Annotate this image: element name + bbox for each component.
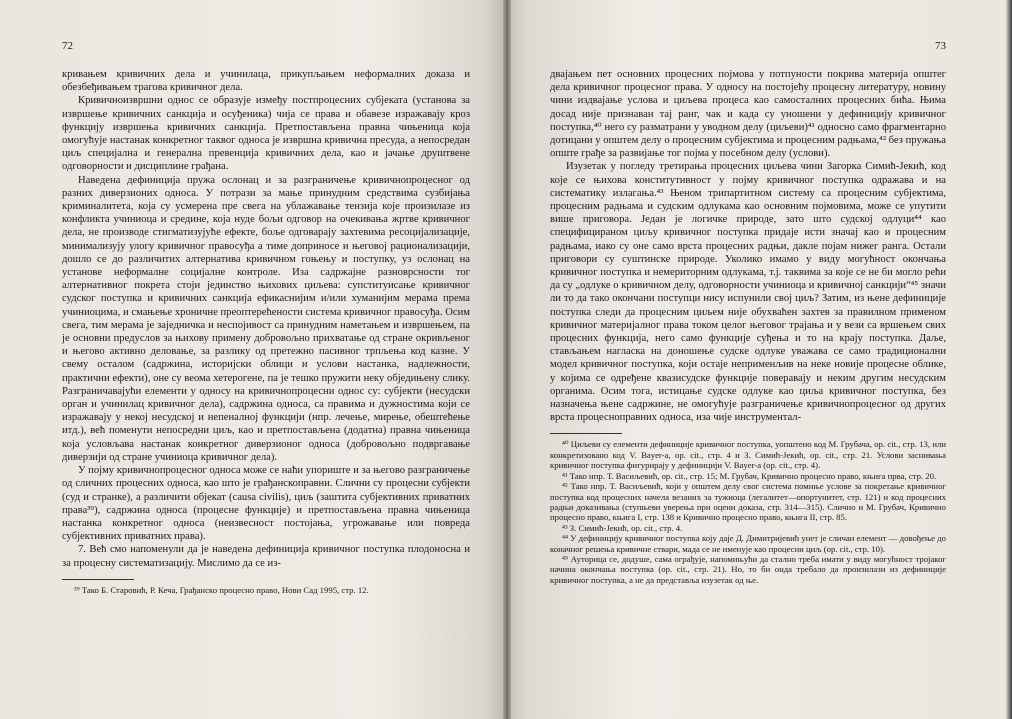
paragraph: Наведена дефиниција пружа ослонац и за разграничење кривичнопроцесног од разних диверзионих односа. У потрази за мање принудним средствима сузбијања криминалитета, која су усмерена пре свега на ублажавање тензија које произилазе из конфликта учиниоца и средине, која нуде бољи одговор на очекивања жртве кривичног дела, не производе стигматизујуће ефекте, боље одговарају захтевима ресоцијализације, минимализују улогу кривичног правосуђа а тиме доприносе и његовој рационализацији, дошло се до различитих алтернатива кривичном гоњењу и поступку, уз ослонац на установе неформалне социјалне контроле. Иза садржајне разноврсности тог алтернативног покрета стоји јединство њихових циљева: супституисање кривичног судског поступка и кривичних санкција ефикаснијим и/или хуманијим мерама према учиниоцима, и смањење хроничне преоптерећености система кривичног правосуђа. Осим свега, тим мерама је заједничка и неспојивост са принудним наметањем и извршењем, па је основни предуслов за њихову примену добровољно прихватање од стране окривљеног и његово активно деловање, за разлику од претежно пасивног трпљења код казне. У свему осталом (садржина, историјски облици и услови настанка, надлежности, практични ефекти), оне су веома хетерогене, па је тешко пружити неку обједињену слику. Разграничавајући елементи у односу на кривичнопроцесни однос су: субјекти (несудски орган и учинилац кривичног дела), садржина односа, са правима и дужностима који се изражавају у некој несудској и непеналној функцији (нпр. лечење, мирење, обештећење итд.), већ поменути непосредни циљ, као и претпостављена (додатна) правна чињеница која условљава настанак конкретног диверзионог односа (добровољно подвргавање диверзији од стране учиниоца кривичног дела). xyxy=(62,174,470,463)
left-body-text xyxy=(62,68,470,570)
footnote: ⁴² Тако нпр. Т. Васиљевић, који у општем делу свог система помиње услове за покретање кривичног поступка код процесних начела везаних за тужиоца (легалитет—опортунитет, стр. 121) и код процесних радњи доказивања (ступњеви уверења при оцени доказа, стр. 314—315). Слично и М. Грубач, Кривично процесно право, књига I, стр. 138 и Кривично процесно право, књига II, стр. 85. xyxy=(550,481,946,523)
paragraph: кривањем кривичних дела и учинилаца, прикупљањем неформалних доказа и обезбеђивањем трагова кривичног дела. xyxy=(62,69,470,94)
book-gutter xyxy=(503,0,511,719)
paragraph: У појму кривичнопроцесног односа може се наћи упориште и за његово разграничење од сличних процесних односа, као што је грађанскоправни. Слични су процесни субјекти (суд и странке), а различити објекат (causa civilis), циљ (заштита субјективних приватних права³⁹), садржина односа (процесне функције) и претпостављена правна чињеница настанка конкретног односа (неизвесност постојања, угрожавање или повреда субјективних приватних права). xyxy=(62,465,470,543)
footnote: ⁴³ З. Симић-Јекић, op. cit., стр. 4. xyxy=(562,522,683,533)
paragraph: Изузетак у погледу третирања процесних циљева чини Загорка Симић-Јекић, код које се њихова конститутивност у појму кривичног поступка одражава и на систематику излагања.⁴³ Њеном трипартитном систему са процесним субјектима, процесним радњама и судским одлукама као основним појмовима, може се упутити више приговора. Један је логичке природе, зато што судској одлуци⁴⁴ као специфицираном циљу кривичног поступка придаје исти значај као и процесним радњама, иако су оне само врста процесних радњи, дакле појам нижег ранга. Остали приговори су суштинске природе. Уколико имамо у виду могућност окончања кривичног поступка и немериторним одлукама, т.ј. таквима за које се не би могло рећи да су „одлуке о кривичном делу, одговорности учиниоца и кривичној санкцији“⁴⁵ значи ли то да тако окончани поступци нису испунили свој циљ? Затим, из њене дефиниције поступка следи да процесним циљем није обухваћен захтев за правилном применом кривичног материјалног права током целог његовог трајања и у вези са вршењем свих процесних функција, него само функције суђења и то на крају поступка. Даље, стављањем нагласка на доношење судске одлуке уважава се само традиционални модел кривичног поступка, који остаје неприменљив на неке новије процесне облике, у којима се одређене квазисудске функције поверавају и неким другим несудским органима. Осим тога, истицање судске одлуке као циља кривичног поступка, без назначења њене садржине, не омогућује разграничење кривичнопроцесног од других врста процесноправних односа, иза чије инструментал- xyxy=(550,161,946,424)
paragraph: 7. Већ смо напоменули да је наведена дефиниција кривичног поступка плодоносна и за процесну систематизацију. Мислимо да се из- xyxy=(62,544,470,569)
page-edge-shadow xyxy=(1006,0,1012,719)
footnote: ⁴⁰ Циљеви су елементи дефиниције кривичног поступка, уопштено код М. Грубача, op. cit., стр. 13, или конкретизовано код V. Bayer-a, op. cit., стр. 4 и З. Симић-Јекић, op. cit., стр. 21. Услови заснивања кривичног поступка фигурирају у дефиницији V. Bayer-a (op. cit., стр. 4). xyxy=(550,439,946,471)
paragraph: Кривичноизвршни однос се образује између постпроцесних субјеката (установа за извршење кривичних санкција и осуђеника) чија се права и обавезе изражавају кроз функцију извршења кривичних санкција. Претпостављена правна чињеница која омогућује настанак конкретног таквог односа је извршна кривична пресуда, а непосредан циљ специјална и генерална превенција кривичних дела, као и јачање друштвене одговорности и дисциплине грађана. xyxy=(62,95,470,173)
footnote: ³⁹ Тако Б. Старовић, Р. Кеча, Грађанско процесно право, Нови Сад 1995, стр. 12. xyxy=(74,584,369,595)
footnote-rule xyxy=(62,579,134,580)
footnote: ⁴⁴ У дефиницију кривичног поступка коју даје Д. Димитријевић унет је сличан елемент — довођење до коначног решења кривичне ствари, мада се не именује као процесни циљ (op. cit., стр. 10). xyxy=(550,533,946,554)
right-footnotes xyxy=(550,439,946,585)
footnote-rule xyxy=(550,433,622,434)
page-number-left: 72 xyxy=(62,40,73,52)
page-number-right: 73 xyxy=(935,40,946,52)
left-footnotes xyxy=(62,585,470,595)
right-body-text xyxy=(550,68,946,424)
right-page xyxy=(506,0,1012,719)
paragraph: двајањем пет основних процесних појмова у потпуности покрива материја општег дела кривичног процесног права. У односу на постојећу процесну литературу, новину чини издвајање услова и циљева процеса као самосталних процесних бића. Њима досад није признаван тај ранг, чак и када су уношени у дефиницију кривичног поступка,⁴⁰ него су разматрани у уводном делу (циљеви)⁴¹ односно само фрагментарно дотицани у општем делу о процесним субјектима и процесним радњама,⁴² без пружања опште грађе за развијање тог појма у посебном делу (услови). xyxy=(550,69,946,160)
footnote: ⁴⁵ Ауторица се, додуше, сама ограђује, напомињући да стално треба имати у виду могућност тројаког начина окончања поступка (op. cit., стр. 21). Но, то би онда требало да произилази из дефиниције кривичног поступка, а не да представља изузетак од ње. xyxy=(550,553,946,585)
footnote: ⁴¹ Тако нпр. Т. Васиљевић, op. cit., стр. 15; М. Грубач, Кривично процесно право, књига прва, стр. 20. xyxy=(562,470,937,481)
